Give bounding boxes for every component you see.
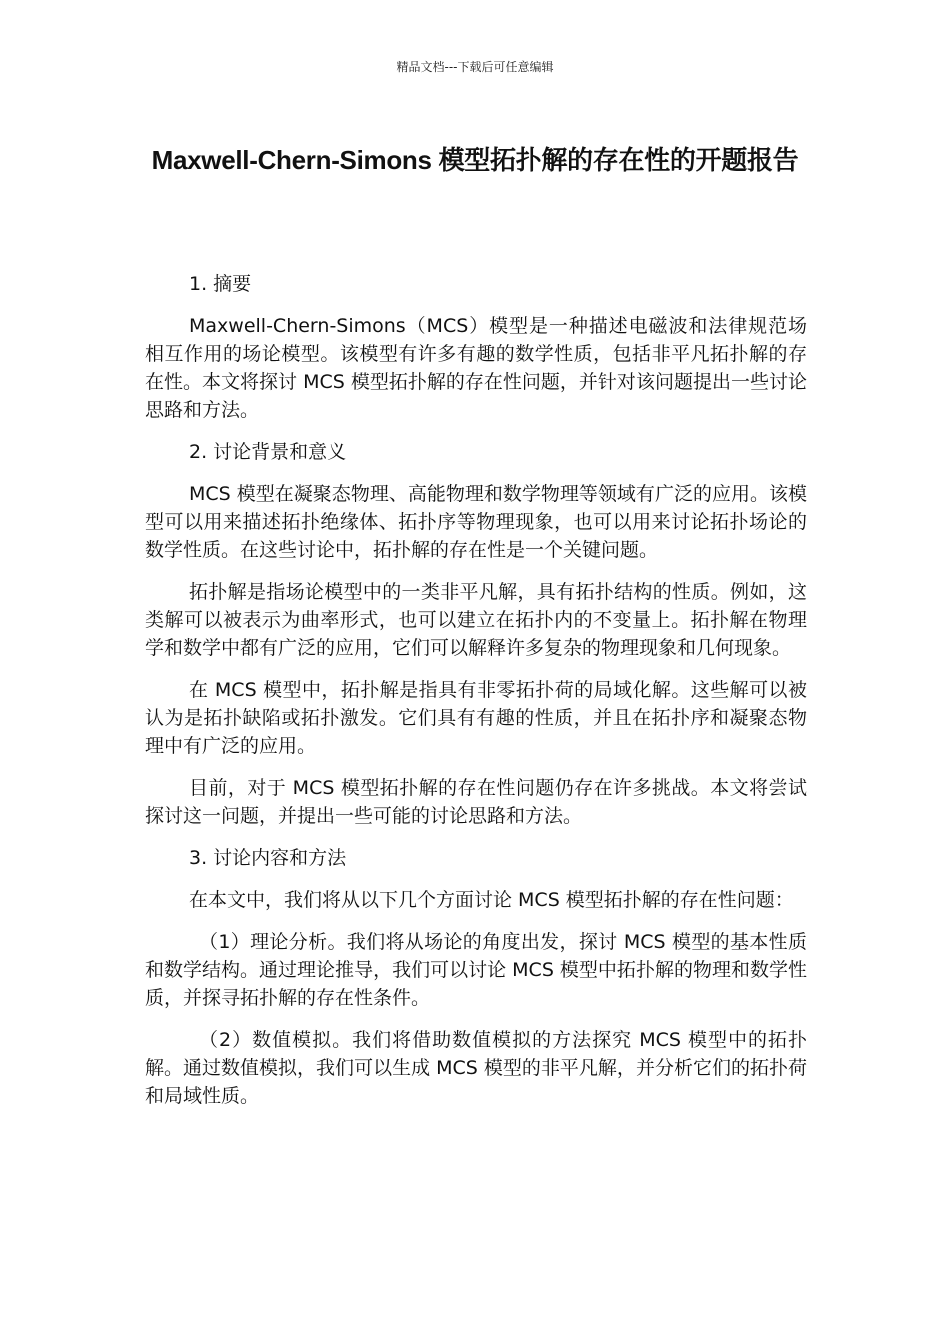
document-title: Maxwell-Chern-Simons 模型拓扑解的存在性的开题报告: [151, 145, 799, 175]
paragraph: 在本文中，我们将从以下几个方面讨论 MCS 模型拓扑解的存在性问题：: [189, 889, 794, 911]
paragraph: 目前，对于 MCS 模型拓扑解的存在性问题仍存在许多挑战。本文将尝试探讨这一问题，并提出一些可能的讨论思路和方法。: [145, 777, 807, 827]
document-body: [145, 270, 807, 1124]
section-background: [145, 438, 807, 830]
header-note: 精品文档---下载后可任意编辑: [396, 60, 554, 74]
list-item-paragraph: （2）数值模拟。我们将借助数值模拟的方法探究 MCS 模型中的拓扑解。通过数值模拟，我们可以生成 MCS 模型的非平凡解，并分析它们的拓扑荷和局域性质。: [145, 1029, 807, 1107]
paragraph: Maxwell-Chern-Simons（MCS）模型是一种描述电磁波和法律规范场相互作用的场论模型。该模型有许多有趣的数学性质，包括非平凡拓扑解的存在性。本文将探讨 MCS 模型拓扑解的存在性问题，并针对该问题提出一些讨论思路和方法。: [145, 315, 807, 421]
paragraph: MCS 模型在凝聚态物理、高能物理和数学物理等领域有广泛的应用。该模型可以用来描述拓扑绝缘体、拓扑序等物理现象，也可以用来讨论拓扑场论的数学性质。在这些讨论中，拓扑解的存在性是一个关键问题。: [145, 483, 807, 561]
paragraph: 在 MCS 模型中，拓扑解是指具有非零拓扑荷的局域化解。这些解可以被认为是拓扑缺陷或拓扑激发。它们具有有趣的性质，并且在拓扑序和凝聚态物理中有广泛的应用。: [145, 679, 807, 757]
section-methods: [145, 844, 807, 1110]
paragraph: 拓扑解是指场论模型中的一类非平凡解，具有拓扑结构的性质。例如，这类解可以被表示为曲率形式，也可以建立在拓扑内的不变量上。拓扑解在物理学和数学中都有广泛的应用，它们可以解释许多复杂的物理现象和几何现象。: [145, 581, 807, 659]
list-item-paragraph: （1）理论分析。我们将从场论的角度出发，探讨 MCS 模型的基本性质和数学结构。通过理论推导，我们可以讨论 MCS 模型中拓扑解的物理和数学性质，并探寻拓扑解的存在性条件。: [145, 931, 807, 1009]
section-heading: 2. 讨论背景和意义: [189, 441, 347, 463]
section-heading: 1. 摘要: [189, 273, 252, 295]
section-abstract: [145, 270, 807, 424]
section-heading: 3. 讨论内容和方法: [189, 847, 347, 869]
